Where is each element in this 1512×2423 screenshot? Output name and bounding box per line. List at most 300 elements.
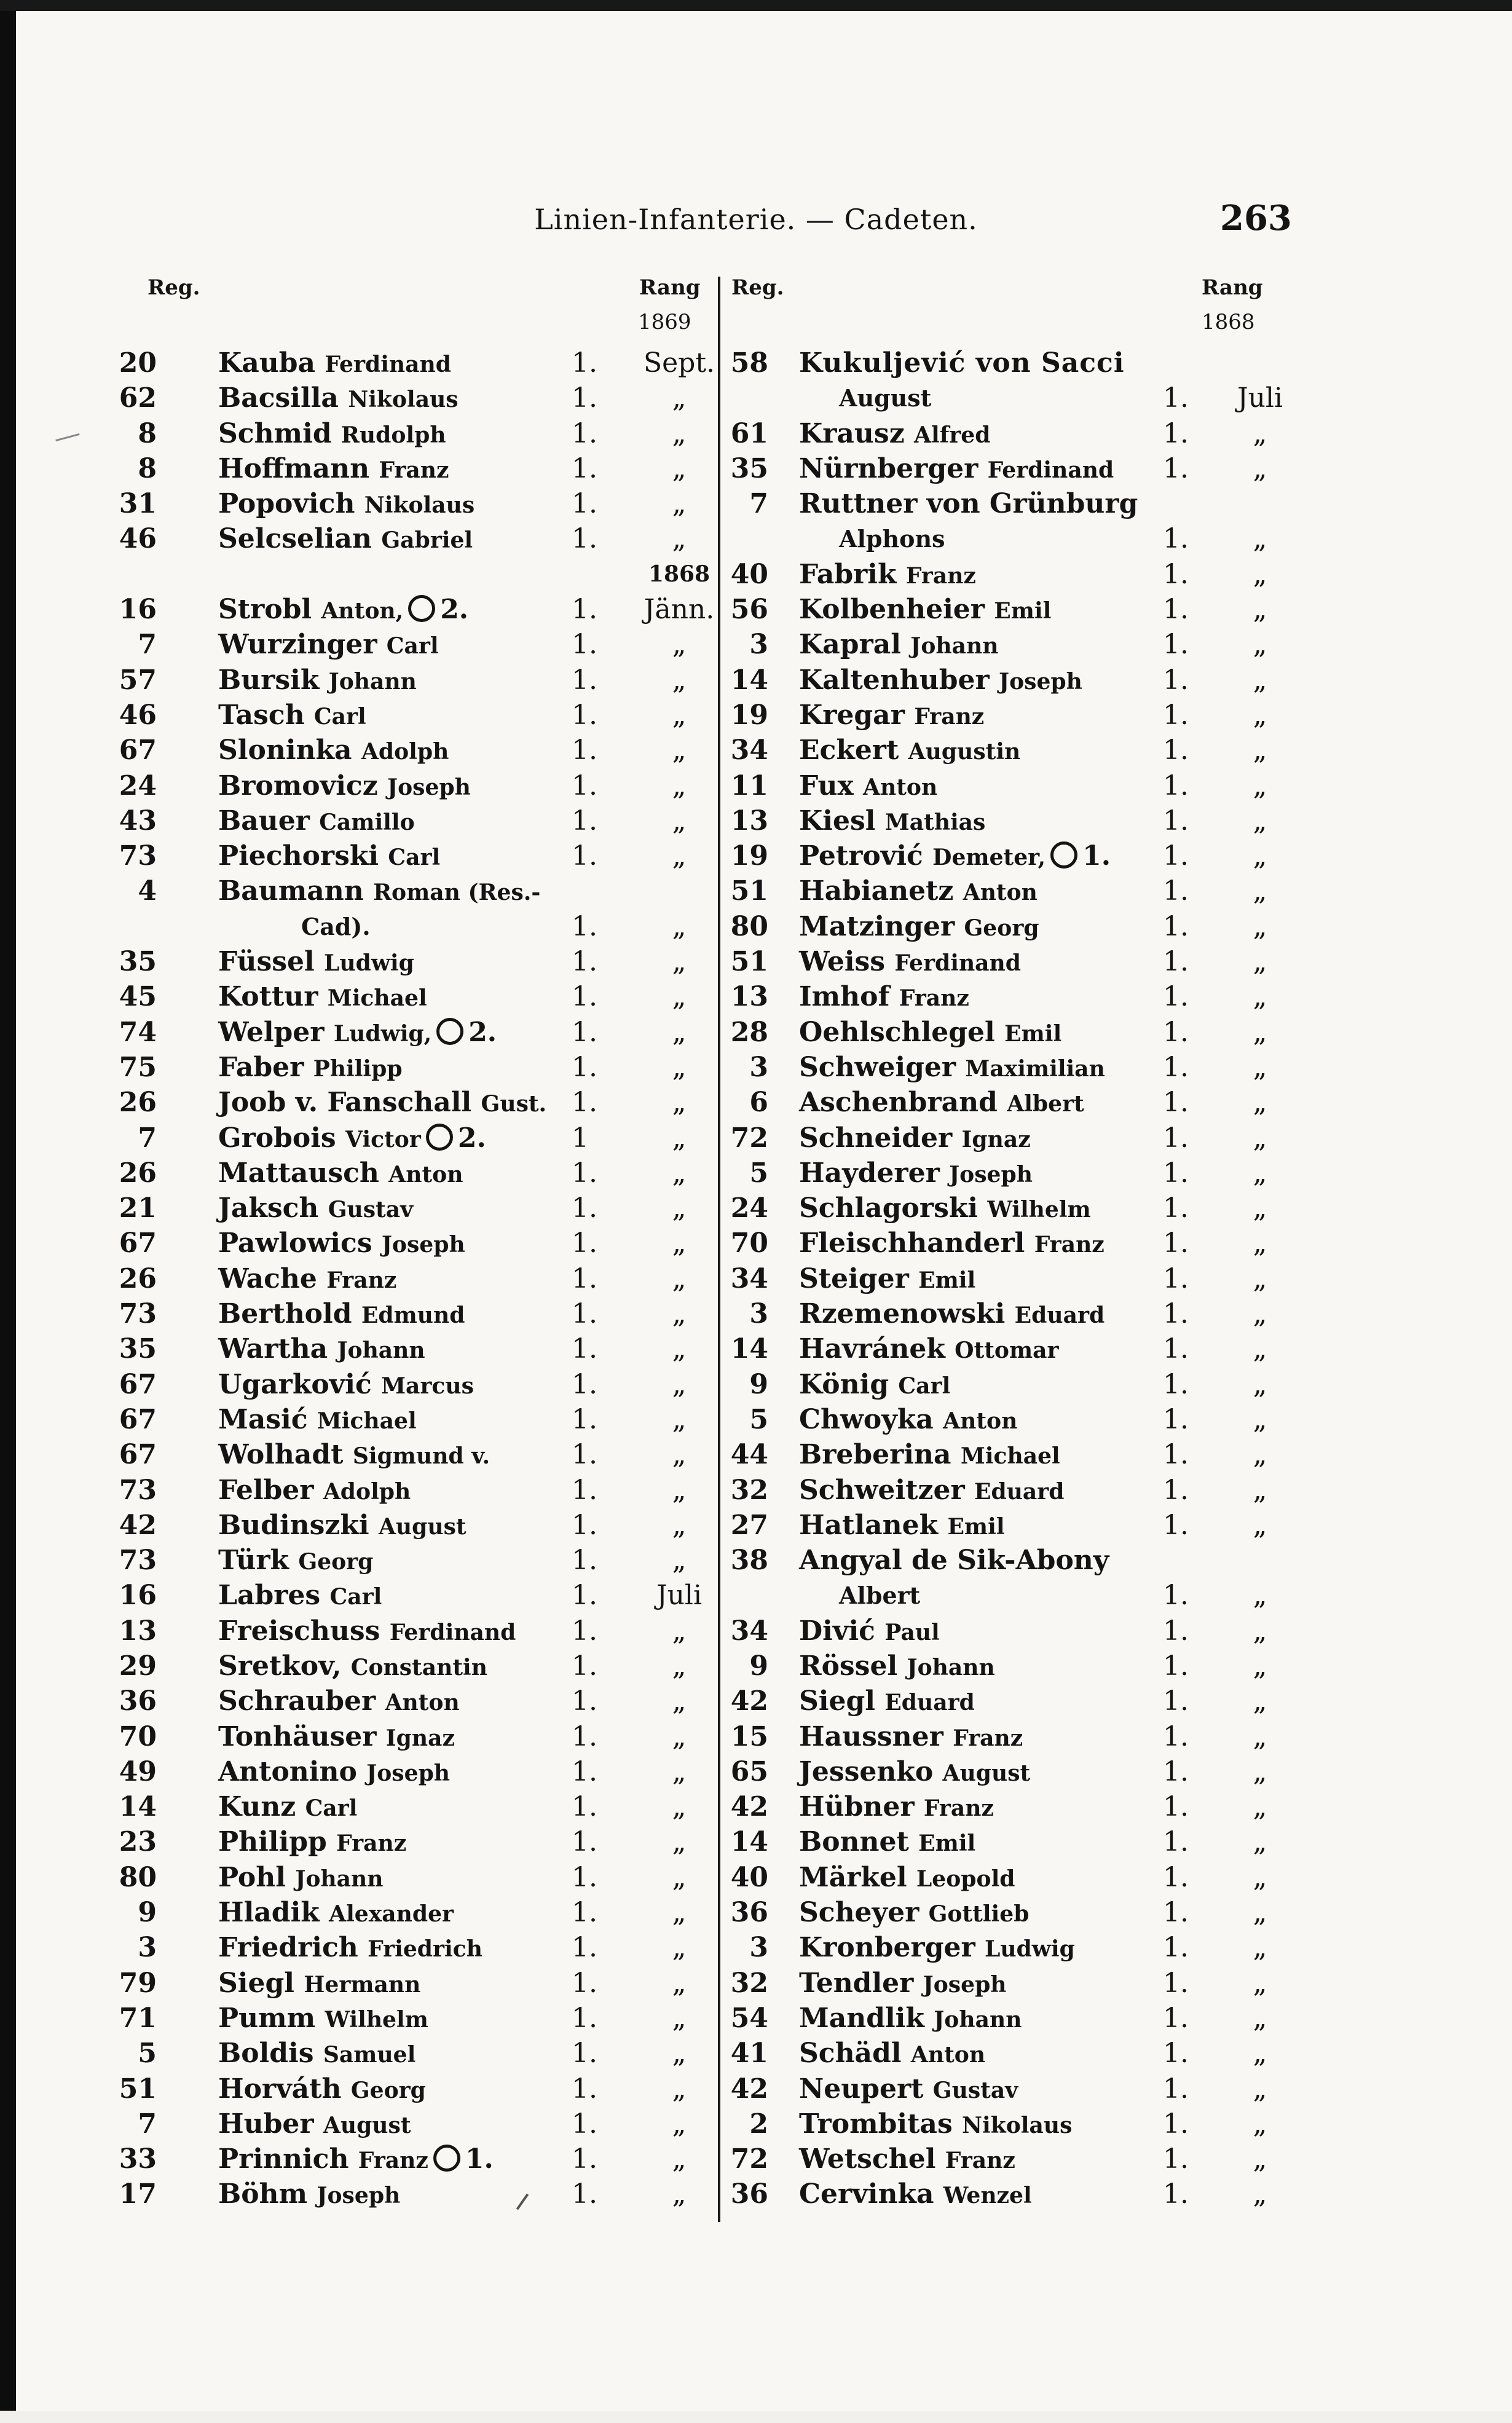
rank-day: 1. (572, 1192, 597, 1224)
surname: Bauer (218, 805, 310, 837)
regiment-number: 3 (749, 1298, 768, 1330)
cadet-name (218, 1895, 454, 1931)
regiment-number: 8 (138, 417, 157, 449)
cadet-name (218, 1578, 382, 1614)
cadet-name (799, 486, 1138, 521)
given-name: Wilhelm (325, 2006, 428, 2033)
rank-day: 1. (572, 2002, 597, 2034)
rank-month: „ (1253, 2073, 1267, 2105)
regiment-number: 31 (119, 488, 157, 520)
rank-day: 1. (572, 2038, 597, 2070)
regiment-number: 80 (119, 1861, 157, 1893)
regiment-number: 20 (119, 347, 157, 379)
rank-month: „ (672, 2108, 687, 2140)
surname: Hoffmann (218, 452, 370, 484)
given-name: Joseph (999, 668, 1082, 695)
rank-month: 1868 (648, 561, 711, 587)
cadet-name (799, 1156, 1033, 1192)
surname: Kronberger (799, 1932, 975, 1964)
rank-month: „ (672, 981, 687, 1013)
regiment-number: 46 (119, 523, 157, 555)
rank-month: „ (1253, 1720, 1267, 1752)
page-number: 263 (1220, 198, 1292, 238)
rank-day: 1. (1163, 452, 1189, 484)
cadet-name (799, 1966, 1007, 2002)
rank-month: „ (1253, 1826, 1267, 1858)
rank-day: 1. (572, 1474, 597, 1506)
given-name: Victor (345, 1125, 421, 1152)
order-ring-icon (1050, 841, 1077, 869)
rank-month: „ (1253, 2108, 1267, 2140)
regiment-number: 42 (730, 2073, 768, 2105)
regiment-number: 9 (749, 1650, 768, 1682)
given-name: Edmund (361, 1302, 465, 1329)
regiment-number: 80 (730, 910, 768, 942)
regiment-number: 3 (749, 1932, 768, 1964)
rank-day: 1. (572, 735, 597, 766)
rank-day: 1. (572, 1227, 597, 1259)
surname: Ruttner von Grünburg (799, 488, 1138, 520)
regiment-number: 9 (138, 1897, 157, 1929)
rank-day: 1. (572, 1509, 597, 1541)
cadet-name (799, 627, 998, 663)
surname: Friedrich (218, 1932, 358, 1964)
rank-month: „ (672, 1720, 687, 1752)
surname: Schweitzer (799, 1474, 965, 1506)
given-name: Ferdinand (987, 456, 1114, 483)
surname: Pawlowics (218, 1227, 372, 1259)
rank-day: 1. (1163, 2178, 1189, 2210)
surname: Schädl (799, 2038, 902, 2070)
rank-month: „ (672, 910, 687, 942)
regiment-number: 67 (119, 1227, 157, 1259)
surname: Imhof (799, 981, 890, 1013)
surname: Schmid (218, 417, 332, 449)
surname: Eckert (799, 735, 899, 766)
rank-month: „ (1253, 1650, 1267, 1682)
given-name: Ignaz (385, 1724, 455, 1751)
regiment-number: 28 (730, 1016, 768, 1048)
given-name: Sigmund v. (352, 1443, 490, 1470)
given-name: Anton, (321, 597, 404, 624)
cadet-name (799, 1226, 1104, 1262)
given-name: Paul (884, 1618, 940, 1645)
rank-day: 1. (572, 417, 597, 449)
regiment-number: 40 (730, 558, 768, 590)
rank-day: 1. (572, 981, 597, 1013)
surname: Hatlanek (799, 1509, 939, 1541)
rank-day: 1. (572, 1051, 597, 1083)
surname: Wache (218, 1263, 317, 1294)
surname: Haussner (799, 1720, 943, 1752)
surname: Wartha (218, 1333, 328, 1365)
given-name: Nikolaus (962, 2111, 1073, 2138)
cadet-name (218, 1191, 413, 1227)
rank-month: „ (1253, 910, 1267, 942)
rank-day: 1. (1163, 1016, 1189, 1048)
rank-day: 1. (1163, 875, 1189, 907)
regiment-number: 24 (119, 770, 157, 802)
surname: Angyal de Sik-Abony (799, 1545, 1109, 1577)
surname: Siegl (218, 1967, 294, 1999)
rank-day: 1. (572, 382, 597, 414)
rank-month: „ (1253, 770, 1267, 802)
given-name: Joseph (366, 1759, 451, 1786)
rank-month: „ (1253, 1227, 1267, 1259)
rank-day: 1. (572, 805, 597, 837)
stray-ink-mark (516, 2194, 529, 2210)
rank-day: 1. (1163, 1122, 1189, 1154)
cadet-name (218, 2071, 426, 2108)
given-name: Johann (934, 2006, 1022, 2033)
given-name: Joseph (923, 1971, 1007, 1998)
rank-month: „ (1253, 558, 1267, 590)
surname: Krausz (799, 417, 905, 449)
rank-day: 1. (1163, 770, 1189, 802)
surname: Jessenko (799, 1755, 934, 1787)
cadet-name (799, 1296, 1104, 1333)
surname: Kaltenhuber (799, 664, 990, 696)
left-year-label: 1869 (638, 310, 691, 334)
surname: Schlagorski (799, 1192, 978, 1224)
given-name: Friedrich (368, 1936, 482, 1963)
rank-month: „ (1253, 1932, 1267, 1964)
rank-month: „ (672, 770, 687, 802)
order-class: 1. (1082, 840, 1111, 872)
regiment-number: 17 (119, 2178, 157, 2210)
regiment-number: 51 (119, 2073, 157, 2105)
rank-month: „ (1253, 1861, 1267, 1893)
surname: Strobl (218, 594, 312, 626)
cadet-name (218, 1860, 384, 1896)
regiment-number: 5 (138, 2038, 157, 2070)
surname: Fleischhanderl (799, 1227, 1025, 1259)
cadet-name (218, 1508, 467, 1544)
rank-day: 1. (572, 594, 597, 626)
regiment-number: 32 (730, 1474, 768, 1506)
cadet-name (218, 803, 415, 840)
rank-day: 1. (572, 1580, 597, 1612)
cadet-name (799, 2001, 1022, 2037)
given-name: Ignaz (961, 1125, 1031, 1152)
given-name: Gottlieb (928, 1901, 1030, 1928)
regiment-number: 34 (730, 1263, 768, 1294)
regiment-number: 33 (119, 2143, 157, 2175)
surname: Nürnberger (799, 452, 978, 484)
rank-day: 1. (572, 1897, 597, 1929)
cadet-name (218, 979, 427, 1015)
given-name: Hermann (304, 1971, 421, 1998)
given-name: Leopold (916, 1865, 1015, 1892)
given-name: Anton (388, 1160, 463, 1188)
order-class: 1. (465, 2143, 494, 2175)
cadet-name (218, 1402, 417, 1438)
cadet-name (799, 1121, 1031, 1157)
surname: Steiger (799, 1263, 909, 1294)
cadet-name (799, 1543, 1109, 1578)
cadet-name (218, 1015, 497, 1051)
rank-month: Sept. (643, 347, 715, 379)
regiment-number: 19 (730, 699, 768, 731)
rank-day: 1. (1163, 840, 1189, 872)
cadet-name (799, 733, 1020, 769)
regiment-number: 61 (730, 417, 768, 449)
rank-month: „ (672, 1333, 687, 1365)
surname: Kregar (799, 699, 905, 731)
rank-month: „ (672, 2178, 687, 2210)
regiment-number: 36 (730, 2178, 768, 2210)
rank-month: „ (672, 2073, 687, 2105)
cadet-name (218, 2036, 415, 2072)
rank-day: 1. (1163, 1861, 1189, 1893)
surname: Türk (218, 1545, 289, 1577)
rank-month: „ (1253, 1051, 1267, 1083)
given-name: Constantin (350, 1653, 487, 1680)
rank-day: 1. (572, 2073, 597, 2105)
cadet-name (218, 873, 540, 910)
cadet-name (799, 1085, 1084, 1121)
given-name: Johann (295, 1865, 384, 1892)
given-name: Wenzel (943, 2182, 1032, 2209)
given-name: Alexander (329, 1901, 454, 1928)
given-name: Joseph (387, 773, 471, 800)
surname: Budinszki (218, 1509, 369, 1541)
surname: Havránek (799, 1333, 945, 1365)
rank-day: 1. (1163, 664, 1189, 696)
cadet-name (218, 2141, 494, 2178)
cadet-name (839, 380, 931, 416)
rank-day: 1. (1163, 1227, 1189, 1259)
surname: Rzemenowski (799, 1298, 1006, 1330)
rank-day: 1. (1163, 1298, 1189, 1330)
regiment-number: 29 (119, 1650, 157, 1682)
rank-month: „ (1253, 2038, 1267, 2070)
surname: Cervinka (799, 2178, 934, 2210)
rank-month: „ (1253, 1897, 1267, 1929)
cadet-name (799, 1050, 1105, 1086)
rank-month: „ (1253, 523, 1267, 555)
given-name: Ferdinand (894, 950, 1022, 977)
regiment-number: 72 (730, 2143, 768, 2175)
surname: Huber (218, 2108, 314, 2140)
rank-day: 1. (572, 1967, 597, 1999)
regiment-number: 5 (749, 1403, 768, 1435)
rank-day: 1. (1163, 594, 1189, 626)
given-name: Georg (964, 914, 1039, 941)
rank-day: 1. (1163, 910, 1189, 942)
rank-month: „ (672, 1545, 687, 1577)
rank-day: 1. (1163, 2002, 1189, 2034)
rank-day: 1. (1163, 629, 1189, 661)
rank-month: „ (672, 1685, 687, 1717)
cadet-name (218, 521, 473, 557)
rank-month: „ (1253, 2002, 1267, 2034)
rank-day: 1. (572, 1685, 597, 1717)
right-rang-label: Rang (1202, 275, 1263, 300)
surname: Faber (218, 1051, 304, 1083)
given-name: Franz (914, 703, 985, 730)
rank-month: Jänn. (644, 594, 715, 626)
regiment-number: 73 (119, 1545, 157, 1577)
given-name: Anton (910, 2041, 986, 2068)
order-class: 2. (457, 1122, 486, 1154)
given-name: Franz (326, 1266, 397, 1293)
regiment-number: 58 (730, 347, 768, 379)
rank-day: 1. (572, 1861, 597, 1893)
rank-day: 1. (1163, 1439, 1189, 1471)
cadet-name (218, 838, 440, 875)
cadet-name (799, 944, 1021, 980)
rank-day: 1. (1163, 1685, 1189, 1717)
cadet-name (218, 1367, 474, 1403)
cadet-name (218, 1930, 482, 1966)
rank-month: „ (672, 1967, 687, 1999)
regiment-number: 40 (730, 1861, 768, 1893)
given-name: Gustav (932, 2076, 1018, 2103)
surname: Wolhadt (218, 1439, 344, 1471)
cadet-name (218, 1085, 546, 1121)
cadet-name (799, 592, 1051, 628)
given-name: Georg (350, 2076, 426, 2103)
rank-month: „ (672, 629, 687, 661)
given-name: August (378, 1513, 467, 1540)
given-name: Maximilian (965, 1055, 1105, 1082)
surname: Piechorski (218, 840, 379, 872)
surname: Schneider (799, 1122, 953, 1154)
rank-month: „ (672, 1791, 687, 1823)
order-ring-icon (433, 2145, 460, 2172)
rank-month: „ (1253, 2178, 1267, 2210)
cadet-name (799, 1860, 1015, 1896)
regiment-number: 43 (119, 805, 157, 837)
rank-day: 1. (572, 488, 597, 520)
rank-day: 1. (1163, 1755, 1189, 1787)
given-name: Demeter, (932, 844, 1046, 871)
surname: Masić (218, 1403, 308, 1435)
cadet-name (218, 345, 451, 382)
surname: Ugarković (218, 1368, 372, 1400)
regiment-number: 44 (730, 1439, 768, 1471)
regiment-number: 26 (119, 1087, 157, 1119)
given-name: Franz (336, 1830, 407, 1857)
rank-month: „ (672, 1861, 687, 1893)
rank-month: „ (672, 488, 687, 520)
rank-day: 1 (572, 1122, 589, 1154)
rank-month: „ (1253, 875, 1267, 907)
regiment-number: 16 (119, 594, 157, 626)
rank-month: „ (672, 1755, 687, 1787)
surname: Sloninka (218, 735, 352, 766)
given-name: Georg (298, 1548, 374, 1575)
given-name: Carl (898, 1372, 951, 1399)
surname: Bonnet (799, 1826, 909, 1858)
rank-month: „ (672, 699, 687, 731)
cadet-name (218, 1296, 465, 1333)
regiment-number: 36 (730, 1897, 768, 1929)
regiment-number: 38 (730, 1545, 768, 1577)
given-name: Anton (385, 1689, 460, 1716)
rank-month: „ (1253, 946, 1267, 978)
rank-day: 1. (1163, 1897, 1189, 1929)
cadet-name (799, 838, 1111, 875)
cadet-name (799, 1473, 1065, 1509)
given-name: Carl (388, 844, 441, 871)
regiment-number: 54 (730, 2002, 768, 2034)
rank-month: „ (1253, 1439, 1267, 1471)
given-name: Johann (907, 1653, 995, 1680)
cadet-name (218, 1789, 357, 1826)
surname: Rössel (799, 1650, 898, 1682)
given-name: Franz (1034, 1231, 1104, 1258)
rank-month: „ (672, 1826, 687, 1858)
regiment-number: 70 (119, 1720, 157, 1752)
cadet-name (799, 2177, 1032, 2213)
regiment-number: 3 (138, 1932, 157, 1964)
cadet-name (799, 663, 1082, 699)
cadet-name (218, 1261, 396, 1298)
regiment-number: 21 (119, 1192, 157, 1224)
given-name: Ferdinand (389, 1618, 516, 1645)
rank-month: „ (1253, 1087, 1267, 1119)
rank-month: „ (1253, 1580, 1267, 1612)
given-name: Carl (313, 703, 366, 730)
rank-day: 1. (572, 699, 597, 731)
rank-day: 1. (1163, 1403, 1189, 1435)
rank-month: „ (672, 2002, 687, 2034)
regiment-number: 65 (730, 1755, 768, 1787)
given-name: Ludwig (324, 950, 414, 977)
rank-day: 1. (1163, 382, 1189, 414)
rank-day: 1. (1163, 2108, 1189, 2140)
cadet-name (799, 345, 1125, 380)
rank-day: 1. (1163, 699, 1189, 731)
given-name: Joseph (381, 1231, 465, 1258)
surname: Scheyer (799, 1897, 919, 1929)
given-name: Ludwig (984, 1936, 1075, 1963)
surname: Fabrik (799, 558, 897, 590)
rank-month: „ (1253, 1157, 1267, 1189)
cadet-name (218, 416, 446, 452)
given-name: Franz (899, 985, 969, 1012)
rank-day: 1. (572, 2143, 597, 2175)
surname: Horváth (218, 2073, 342, 2105)
surname: Kukuljević von Sacci (799, 347, 1125, 379)
regiment-number: 62 (119, 382, 157, 414)
cadet-name (799, 1191, 1091, 1227)
regiment-number: 8 (138, 452, 157, 484)
running-title: Linien-Infanterie. — Cadeten. (534, 203, 978, 236)
rank-day: 1. (1163, 946, 1189, 978)
given-name: Johann (910, 632, 999, 660)
given-name: Eduard (884, 1689, 975, 1716)
regiment-number: 32 (730, 1967, 768, 1999)
given-name: Franz (953, 1724, 1023, 1751)
given-name: Ottomar (955, 1337, 1059, 1364)
cadet-name (218, 1050, 403, 1086)
rank-day: 1. (572, 1932, 597, 1964)
surname: Breberina (799, 1439, 951, 1471)
regiment-number: 36 (119, 1685, 157, 1717)
cadet-name (799, 1754, 1030, 1791)
surname: Füssel (218, 946, 315, 978)
order-ring-icon (408, 595, 435, 622)
given-name: Adolph (323, 1478, 411, 1505)
rank-day: 1. (1163, 1580, 1189, 1612)
rank-month: „ (672, 735, 687, 766)
regiment-number: 34 (730, 1615, 768, 1647)
given-name: Franz (923, 1795, 994, 1822)
given-name: Gabriel (381, 527, 473, 554)
